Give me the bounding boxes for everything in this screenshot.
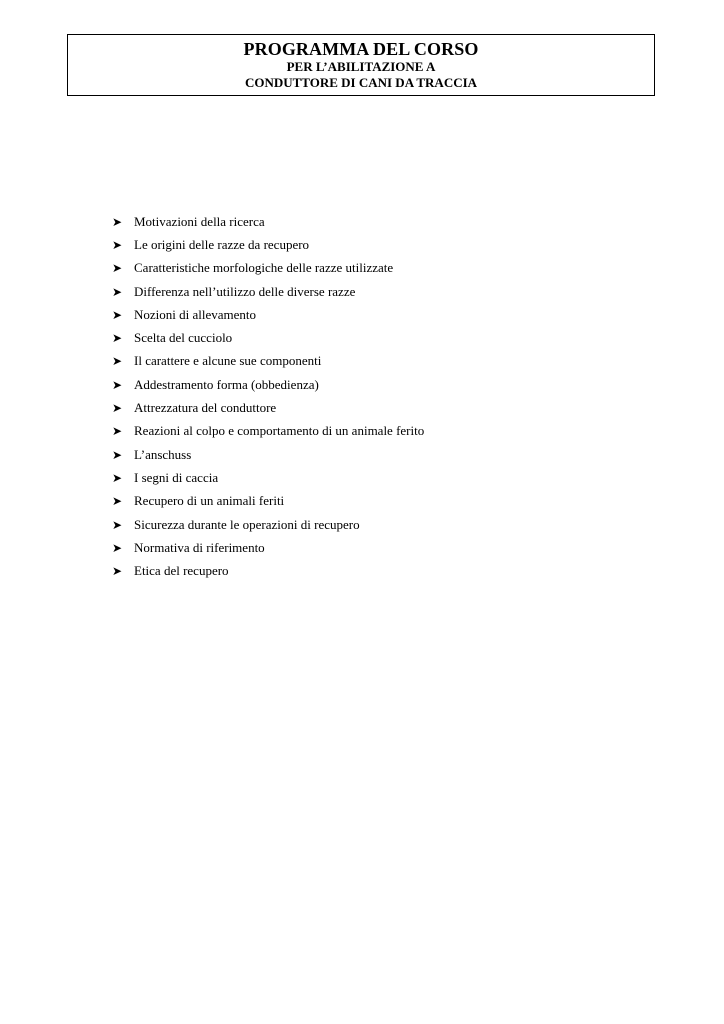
topic-label: Le origini delle razze da recupero — [134, 236, 310, 252]
topic-label: Etica del recupero — [134, 563, 229, 579]
topic-label: Differenza nell’utilizzo delle diverse razze — [134, 283, 356, 299]
list-item — [112, 559, 424, 582]
topic-label: Nozioni di allevamento — [134, 306, 257, 322]
topic-label: Caratteristiche morfologiche delle razze utilizzate — [134, 260, 394, 276]
list-item — [112, 350, 424, 373]
topic-label: Normativa di riferimento — [134, 539, 265, 555]
topic-label: Addestramento forma (obbedienza) — [134, 376, 319, 392]
list-item — [112, 373, 424, 396]
topic-list — [112, 210, 424, 583]
list-item — [112, 210, 424, 233]
list-item — [112, 466, 424, 489]
list-item — [112, 513, 424, 536]
arrowhead-bullet-icon: ➤ — [112, 307, 123, 322]
topic-label: Motivazioni della ricerca — [134, 213, 265, 229]
arrowhead-bullet-icon: ➤ — [112, 540, 123, 555]
list-item — [112, 420, 424, 443]
topic-label: Il carattere e alcune sue componenti — [134, 353, 322, 369]
topic-label: Recupero di un animali feriti — [134, 493, 285, 509]
arrowhead-bullet-icon: ➤ — [112, 377, 123, 392]
arrowhead-bullet-icon: ➤ — [112, 447, 123, 462]
title-box — [67, 34, 655, 96]
arrowhead-bullet-icon: ➤ — [112, 261, 123, 276]
document-subtitle-line-2: CONDUTTORE DI CANI DA TRACCIA — [244, 75, 478, 90]
list-item — [112, 536, 424, 559]
arrowhead-bullet-icon: ➤ — [112, 517, 123, 532]
list-item — [112, 443, 424, 466]
topic-label: Sicurezza durante le operazioni di recupero — [134, 516, 360, 532]
arrowhead-bullet-icon: ➤ — [112, 424, 123, 439]
arrowhead-bullet-icon: ➤ — [112, 237, 123, 252]
topic-label: Attrezzatura del conduttore — [134, 400, 277, 416]
topic-label: I segni di caccia — [134, 469, 219, 485]
list-item — [112, 396, 424, 419]
arrowhead-bullet-icon: ➤ — [112, 284, 123, 299]
list-item — [112, 280, 424, 303]
arrowhead-bullet-icon: ➤ — [112, 564, 123, 579]
topic-label: L’anschuss — [134, 446, 192, 462]
arrowhead-bullet-icon: ➤ — [112, 494, 123, 509]
arrowhead-bullet-icon: ➤ — [112, 354, 123, 369]
document-title: PROGRAMMA DEL CORSO — [243, 39, 479, 59]
arrowhead-bullet-icon: ➤ — [112, 470, 123, 485]
list-item — [112, 257, 424, 280]
list-item — [112, 303, 424, 326]
document-subtitle-line-1: PER L’ABILITAZIONE A — [286, 59, 436, 74]
topic-label: Reazioni al colpo e comportamento di un animale ferito — [134, 423, 425, 439]
list-item — [112, 326, 424, 349]
list-item — [112, 490, 424, 513]
arrowhead-bullet-icon: ➤ — [112, 214, 123, 229]
arrowhead-bullet-icon: ➤ — [112, 401, 123, 416]
list-item — [112, 233, 424, 256]
arrowhead-bullet-icon: ➤ — [112, 331, 123, 346]
topic-label: Scelta del cucciolo — [134, 330, 233, 346]
